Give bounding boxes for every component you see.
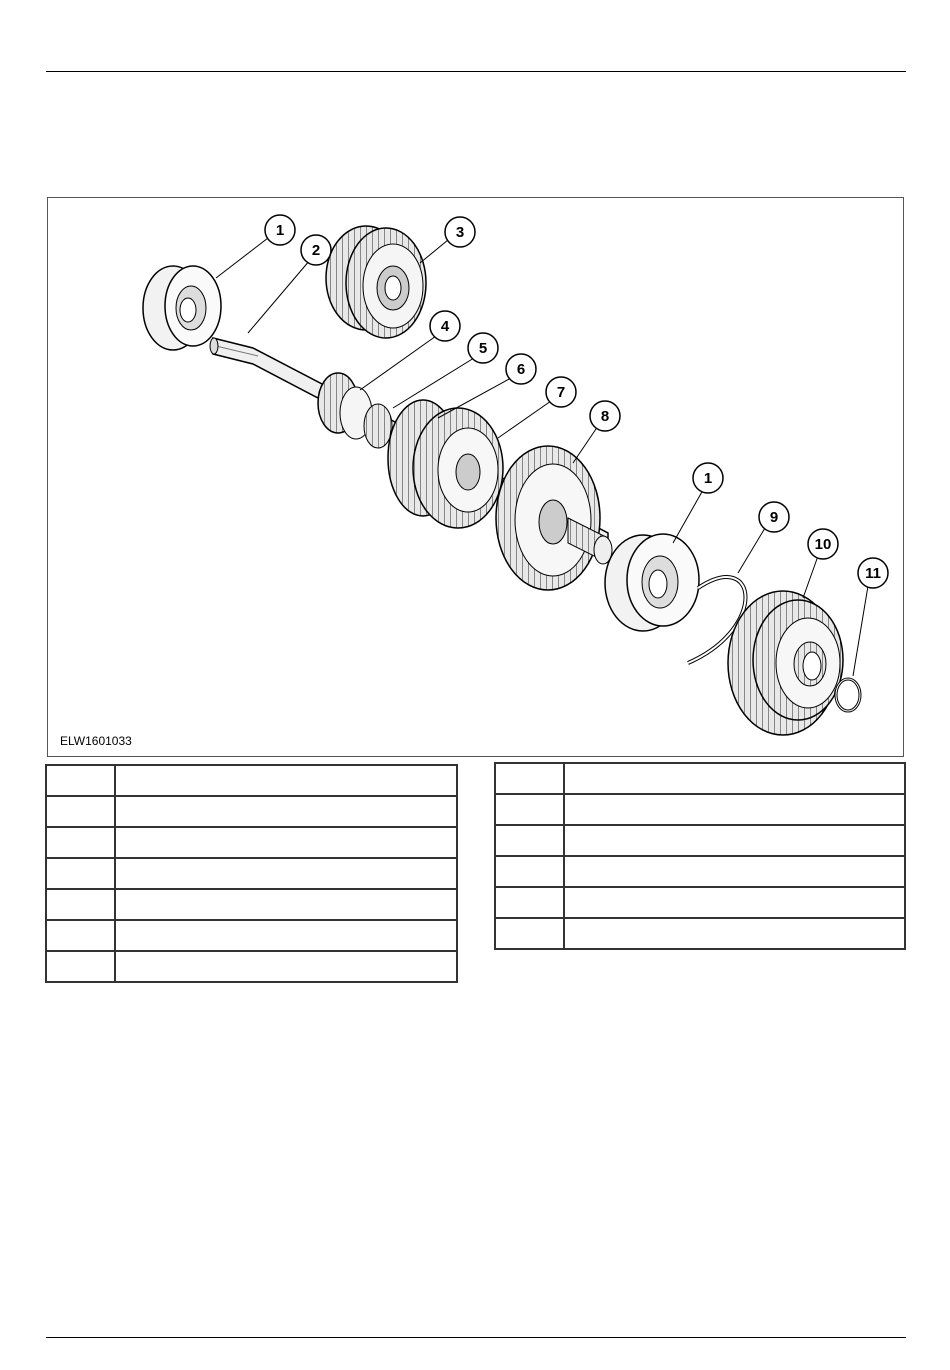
svg-text:6: 6 bbox=[516, 361, 526, 378]
legend-row bbox=[46, 858, 457, 889]
legend-row bbox=[46, 796, 457, 827]
footer-rule bbox=[46, 1337, 906, 1338]
legend-number bbox=[46, 827, 115, 858]
legend-number bbox=[46, 889, 115, 920]
svg-text:11: 11 bbox=[865, 565, 881, 582]
svg-text:4: 4 bbox=[440, 318, 450, 335]
legend-number bbox=[495, 856, 564, 887]
legend-row bbox=[495, 918, 905, 949]
exploded-view-figure bbox=[47, 197, 904, 757]
legend-number bbox=[495, 918, 564, 949]
legend-table-left bbox=[45, 764, 458, 983]
legend-number bbox=[46, 920, 115, 951]
legend-description bbox=[115, 827, 457, 858]
legend-description bbox=[115, 889, 457, 920]
svg-text:1: 1 bbox=[275, 222, 285, 239]
legend-number bbox=[495, 825, 564, 856]
legend-row bbox=[495, 794, 905, 825]
legend-description bbox=[115, 765, 457, 796]
legend-number bbox=[495, 794, 564, 825]
bearing-right bbox=[605, 534, 699, 631]
legend-row bbox=[46, 951, 457, 982]
legend-row bbox=[46, 889, 457, 920]
callout-5 bbox=[393, 333, 498, 408]
gear-end bbox=[728, 591, 843, 735]
header-rule bbox=[46, 71, 906, 72]
svg-text:3: 3 bbox=[455, 224, 465, 241]
svg-text:1: 1 bbox=[703, 470, 713, 487]
legend-row bbox=[46, 920, 457, 951]
bearing-left bbox=[143, 266, 221, 350]
legend-number bbox=[46, 796, 115, 827]
legend-description bbox=[564, 763, 905, 794]
legend-table-right bbox=[494, 762, 906, 950]
legend-description bbox=[564, 918, 905, 949]
callout-8 bbox=[573, 401, 620, 463]
legend-number bbox=[495, 763, 564, 794]
legend-number bbox=[495, 887, 564, 918]
callout-11 bbox=[853, 558, 888, 676]
callout-3 bbox=[420, 217, 475, 263]
legend-row bbox=[46, 765, 457, 796]
svg-text:5: 5 bbox=[478, 340, 488, 357]
callout-10 bbox=[803, 529, 838, 598]
svg-text:2: 2 bbox=[311, 242, 321, 259]
legend-row bbox=[495, 887, 905, 918]
legend-description bbox=[564, 794, 905, 825]
callout-9 bbox=[738, 502, 789, 573]
svg-text:7: 7 bbox=[556, 384, 566, 401]
legend-number bbox=[46, 858, 115, 889]
legend-row bbox=[46, 827, 457, 858]
svg-text:9: 9 bbox=[769, 509, 779, 526]
legend-number bbox=[46, 951, 115, 982]
callout-2 bbox=[248, 235, 331, 333]
legend-description bbox=[564, 825, 905, 856]
legend-description bbox=[564, 887, 905, 918]
callout-7 bbox=[498, 377, 576, 438]
gear-large bbox=[496, 446, 600, 590]
circlip bbox=[836, 679, 860, 711]
legend-description bbox=[115, 920, 457, 951]
callout-1-right bbox=[673, 463, 723, 543]
gear-pair bbox=[388, 400, 503, 528]
legend-number bbox=[46, 765, 115, 796]
legend-description bbox=[115, 796, 457, 827]
legend-row bbox=[495, 763, 905, 794]
svg-text:8: 8 bbox=[600, 408, 610, 425]
shaft-assembly-illustration bbox=[48, 198, 903, 756]
gear-top bbox=[326, 226, 426, 338]
legend-row bbox=[495, 825, 905, 856]
legend-description bbox=[115, 951, 457, 982]
legend-row bbox=[495, 856, 905, 887]
callout-1-left bbox=[216, 215, 295, 278]
svg-text:10: 10 bbox=[814, 536, 832, 553]
figure-code: ELW1601033 bbox=[60, 734, 132, 748]
legend-description bbox=[115, 858, 457, 889]
legend-description bbox=[564, 856, 905, 887]
